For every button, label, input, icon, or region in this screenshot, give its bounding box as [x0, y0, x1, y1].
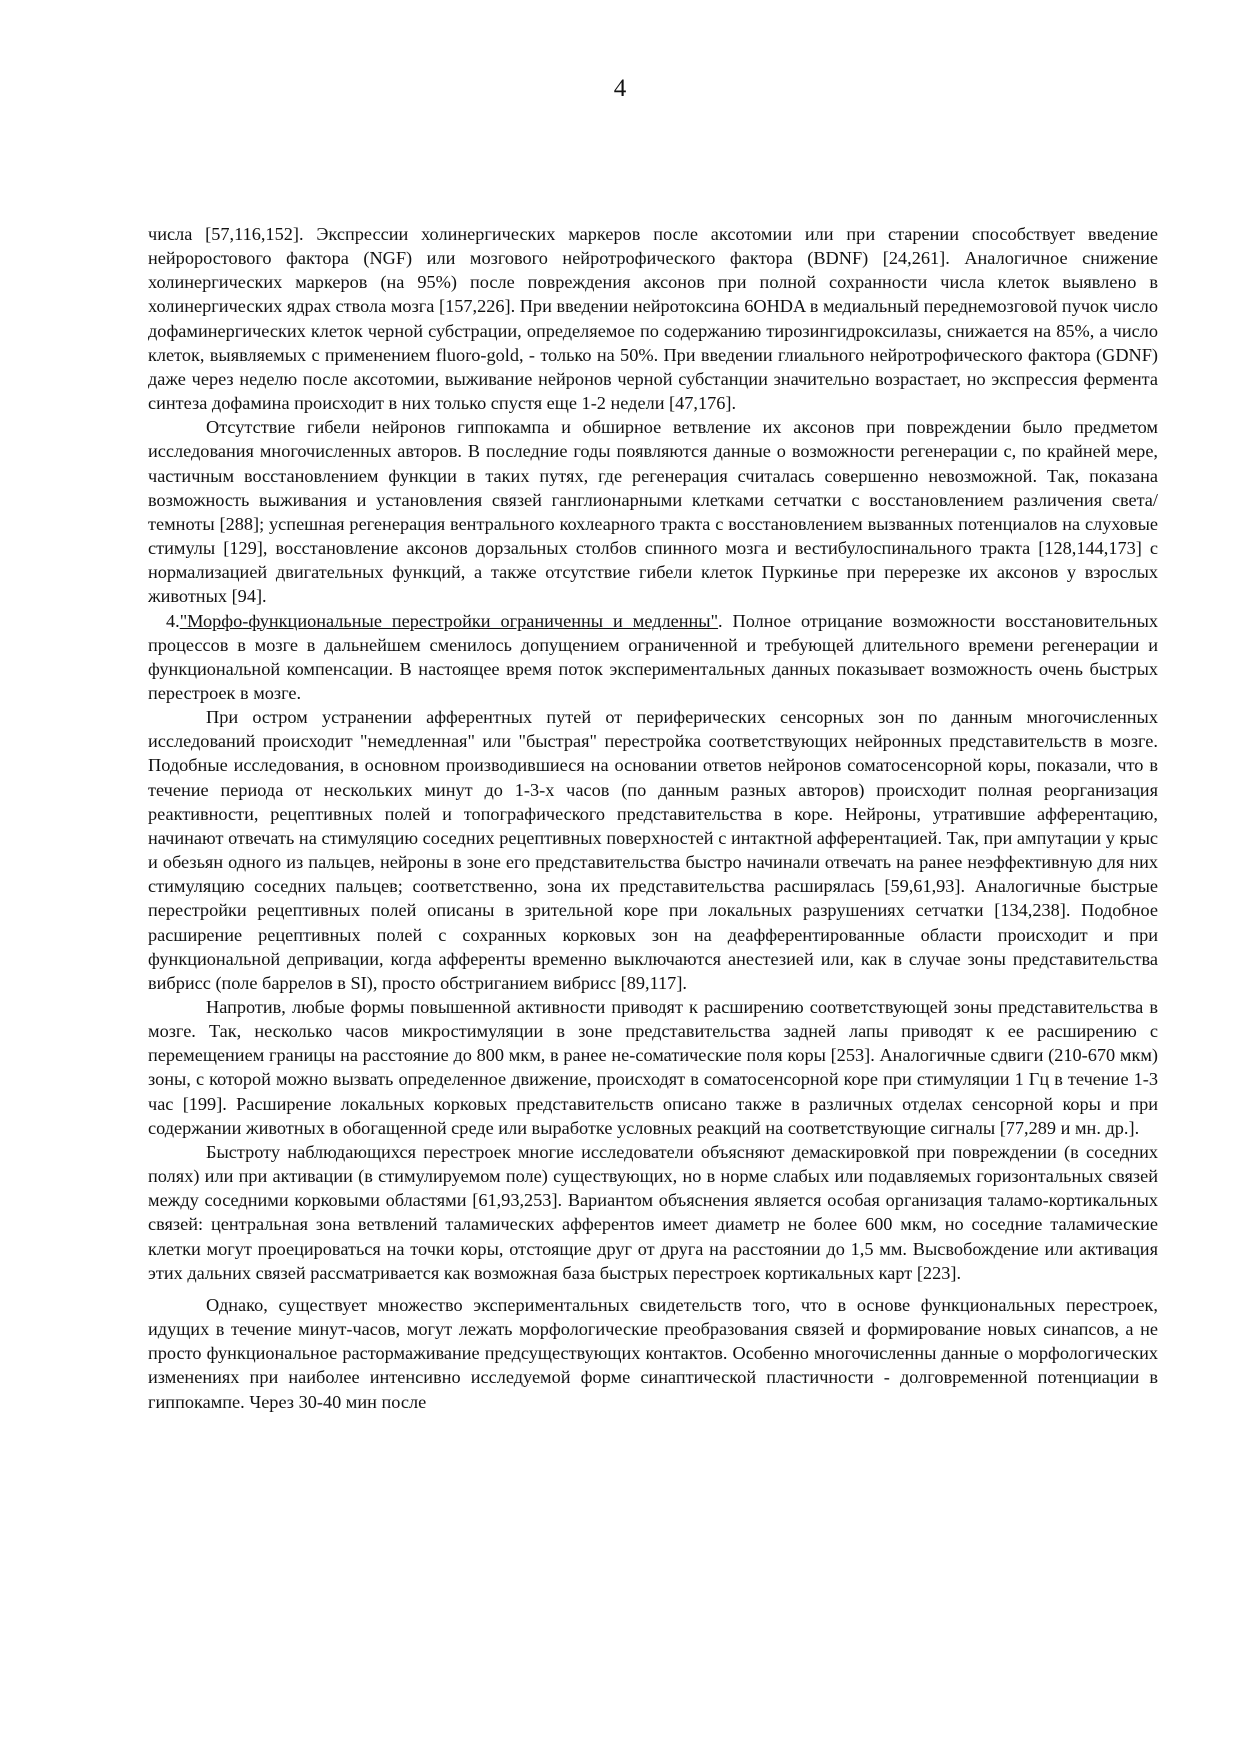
thesis-heading: "Морфо-функциональные перестройки ограниченны и медленны" [179, 610, 719, 631]
document-body [148, 222, 1158, 1414]
paragraph-7: Однако, существует множество экспериментальных свидетельств того, что в основе функциональных перестроек, идущих в течение минут-часов, могут лежать морфологические преобразования связей и формирование новых синапсов, а не просто функциональное растормаживание предсуществующих контактов. Особенно многочисленны данные о морфологических изменениях при наиболее интенсивно исследуемой форме синаптической пластичности - долговременной потенциации в гиппокампе. Через 30-40 мин после [148, 1294, 1158, 1412]
paragraph-5: Напротив, любые формы повышенной активности приводят к расширению соответствующей зоны представительства в мозге. Так, несколько часов микростимуляции в зоне представительства задней лапы приводят к ее расширению с перемещением границы на расстояние до 800 мкм, в ранее не-соматические поля коры [253]. Аналогичные сдвиги (210-670 мкм) зоны, с которой можно вызвать определенное движение, происходят в соматосенсорной коре при стимуляции 1 Гц в течение 1-3 час [199]. Расширение локальных корковых представительств описано также в различных отделах сенсорной коры и при содержании животных в обогащенной среде или выработке условных реакций на соответствующие сигналы [77,289 и мн. др.]. [148, 997, 1158, 1138]
thesis-number: 4. [166, 610, 180, 631]
paragraph-1: числа [57,116,152]. Экспрессии холинергических маркеров после аксотомии или при старении способствует введение нейроростового фактора (NGF) или мозгового нейротрофического фактора (BDNF) [24,261]. Аналогичное снижение холинергических маркеров (на 95%) после повреждения аксонов при полной сохранности числа клеток выявлено в холинергических ядрах ствола мозга [157,226]. При введении нейротоксина 6OHDA в медиальный переднемозговой пучок число дофаминергических клеток черной субстрации, определяемое по содержанию тирозингидроксилазы, снижается на 85%, а число клеток, выявляемых с применением fluoro-gold, - только на 50%. При введении глиального нейротрофического фактора (GDNF) даже через неделю после аксотомии, выживание нейронов черной субстанции значительно возрастает, но экспрессия фермента синтеза дофамина происходит в них только спустя еще 1-2 недели [47,176]. [148, 224, 1158, 414]
paragraph-6: Быстроту наблюдающихся перестроек многие исследователи объясняют демаскировкой при повреждении (в соседних полях) или при активации (в стимулируемом поле) существующих, но в норме слабых или подавляемых горизонтальных связей между соседними корковыми областями [61,93,253]. Вариантом объяснения является особая организация таламо-кортикальных связей: центральная зона ветвлений таламических афферентов имеет диаметр не более 600 мкм, но соседние таламические клетки могут проецироваться на точки коры, отстоящие друг от друга на расстоянии до 1,5 мм. Высвобождение или активация этих дальних связей рассматривается как возможная база быстрых перестроек кортикальных карт [223]. [148, 1141, 1158, 1283]
paragraph-2: Отсутствие гибели нейронов гиппокампа и обширное ветвление их аксонов при повреждении было предметом исследования многочисленных авторов. В последние годы появляются данные о возможности регенерации с, по крайней мере, частичным восстановлением функции в таких путях, где регенерация считалась совершенно невозможной. Так, показана возможность выживания и установления связей ганглионарными клетками сетчатки с восстановлением различения света/темноты [288]; успешная регенерация вентрального кохлеарного тракта с восстановлением вызванных потенциалов на слуховые стимулы [129], восстановление аксонов дорзальных столбов спинного мозга и вестибулоспинального тракта [128,144,173] с нормализацией двигательных функций, а также отсутствие гибели клеток Пуркинье при перерезке их аксонов у взрослых животных [94]. [148, 417, 1158, 607]
page-number: 4 [613, 75, 627, 102]
paragraph-4: При остром устранении афферентных путей от периферических сенсорных зон по данным многочисленных исследований происходит "немедленная" или "быстрая" перестройка соответствующих нейронных представительств в мозге. Подобные исследования, в основном производившиеся на основании ответов нейронов соматосенсорной коры, показали, что в течение периода от нескольких минут до 1-3-х часов (по данным разных авторов) происходит полная реорганизация реактивности, рецептивных полей и топографического представительства в коре. Нейроны, утратившие афферентацию, начинают отвечать на стимуляцию соседних рецептивных поверхностей с интактной афферентацией. Так, при ампутации у крыс и обезьян одного из пальцев, нейроны в зоне его представительства быстро начинали отвечать на ранее неэффективную для них стимуляцию соседних пальцев; соответственно, зона их представительства расширялась [59,61,93]. Аналогичные быстрые перестройки рецептивных полей описаны в зрительной коре при локальных разрушениях сетчатки [134,238]. Подобное расширение рецептивных полей с сохранных корковых зон на деафферентированные области происходит и при функциональной депривации, когда афференты временно выключаются анестезией или, как в случае зоны представительства вибрисс (поле баррелов в SI), просто обстриганием вибрисс [89,117]. [148, 707, 1158, 993]
thesis-text: . Полное отрицание возможности восстановительных процессов в мозге в дальнейшем сменилось допущением ограниченной и требующей длительного времени регенерации и функциональной компенсации. В настоящее время поток экспериментальных данных показывает возможность очень быстрых перестроек в мозге. [148, 610, 1158, 703]
paragraph-3-numbered-thesis [148, 609, 1158, 706]
